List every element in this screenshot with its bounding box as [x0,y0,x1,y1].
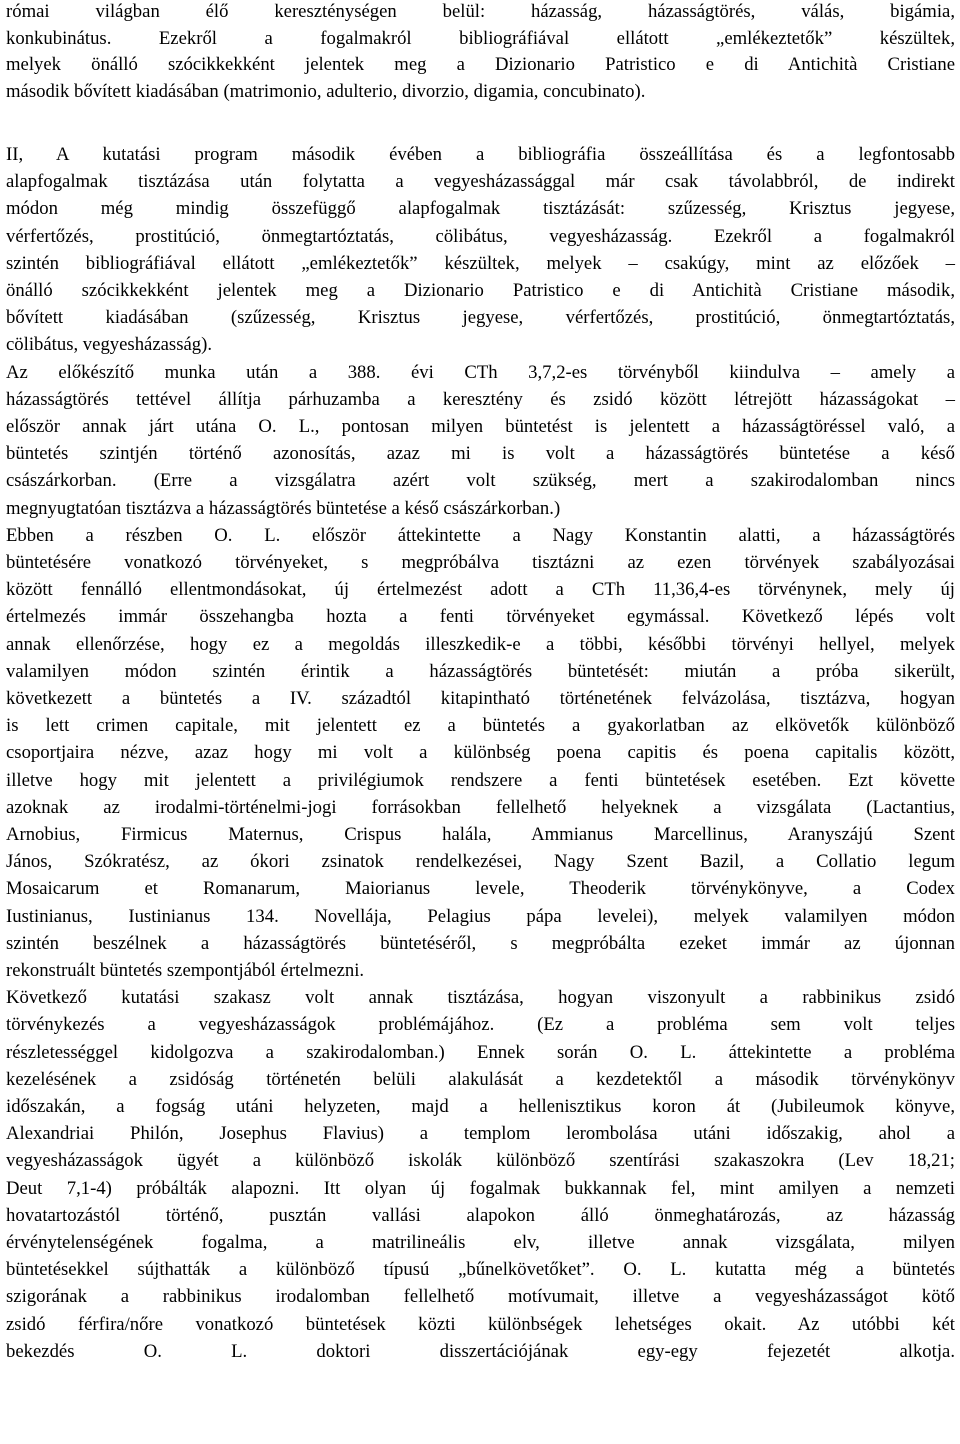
text-line: szigorának a rabbinikus irodalomban fellelhető motívumait, illetve a vegyesházasságot kötő [6,1286,955,1308]
text-line: kezelésének a zsidóság történetén belüli alakulását a kezdetektől a második törvénykönyv [6,1068,955,1090]
text-line [6,1367,955,1391]
text-line: módon még mindig összefüggő alapfogalmak tisztázását: szűzesség, Krisztus jegyese, [6,198,955,220]
text-line: császárkorban. (Erre a vizsgálatra azért volt szükség, mert a szakirodalomban nincs [6,470,955,492]
text-line: büntetésekkel sújthatták a különböző típusú „bűnelkövetőket”. O. L. kutatta még a büntetés [6,1259,955,1281]
text-line: bővített kiadásában (szűzesség, Krisztus jegyese, vérfertőzés, prostitúció, önmegtartóztatás, [6,307,955,329]
text-line: illetve hogy mit jelentett a privilégiumok rendszere a fenti büntetések esetében. Ezt követte [6,769,955,791]
text-line: zsidó férfira/nőre vonatkozó büntetések közti különbségek lehetséges okait. Az utóbbi két [6,1313,955,1335]
text-line: Iustinianus, Iustinianus 134. Novellája, Pelagius pápa levelei), melyek valamilyen módon [6,905,955,927]
text-line: között fennálló ellentmondásokat, új értelmezést adott a CTh 11,36,4-es törvénynek, mely új [6,579,955,601]
text-line: rekonstruált büntetés szempontjából értelmezni. [6,960,365,981]
text-line: vérfertőzés, prostitúció, önmegtartóztatás, cölibátus, vegyesházasság. Ezekről a fogalmakról [6,225,955,247]
text-line: büntetésére vonatkozó törvényeket, s megpróbálva tisztázni az ezen törvények szabályozásai [6,552,955,573]
text-line: alapfogalmak tisztázása után folytatta a vegyesházassággal már csak távolabbról, de indirekt [6,171,955,193]
text-line: római világban élő kereszténységen belül: házasság, házasságtörés, válás, bigámia, [6,1,955,22]
text-line: Következő kutatási szakasz volt annak tisztázása, hogyan viszonyult a rabbinikus zsidó [6,987,955,1009]
text-line: először annak járt utána O. L., pontosan milyen büntetést is jelentett a házasságtöréssel való, a [6,416,955,437]
text-line: részletességgel kidolgozva a szakirodalomban.) Ennek során O. L. áttekintette a probléma [6,1041,955,1063]
text-line: büntetés szintjén történő azonosítás, azaz mi is volt a házasságtörés büntetése a késő [6,443,955,465]
text-line: érvénytelenségének fogalma, a matrilineális elv, illetve annak vizsgálata, milyen [6,1232,955,1253]
text-line: szintén beszélnek a házasságtörés büntetéséről, s megpróbálta ezeket immár az újonnan [6,932,955,954]
text-line: cölibátus, vegyesházasság). [6,334,213,356]
text-line: Deut 7,1-4) próbálták alapozni. Itt olyan új fogalmak bukkannak fel, mint amilyen a nemzeti [6,1177,955,1199]
text-line: melyek önálló szócikkekként jelentek meg a Dizionario Patristico e di Antichità Cristiane [6,54,955,76]
text-line: második bővített kiadásában (matrimonio, adulterio, divorzio, digamia, concubinato). [6,81,646,103]
text-line: szintén bibliográfiával ellátott „emlékeztetők” készültek, melyek – csakúgy, mint az előzőek – [6,252,955,274]
text-line: megnyugtatóan tisztázva a házasságtörés büntetése a késő császárkorban.) [6,497,561,519]
text-line: is lett crimen capitale, mit jelentett ez a büntetés a gyakorlatban az elkövetők különböző [6,715,955,737]
text-line: következett a büntetés a IV. századtól kitapintható történetének felvázolása, tisztázva, hogyan [6,688,955,709]
text-line: időszakán, a fogság utáni helyzeten, majd a hellenisztikus koron át (Jubileumok könyve, [6,1096,955,1117]
text-line: azoknak az irodalmi-történelmi-jogi forrásokban fellelhető helyeknek a vizsgálata (Lactantius, [6,796,955,818]
text-line [6,1394,955,1418]
text-line: vegyesházasságok ügyét a különböző iskolák különböző szentírási szakaszokra (Lev 18,21; [6,1150,955,1172]
text-line: bekezdés O. L. doktori disszertációjának egy-egy fejezetét alkotja. [6,1340,955,1362]
text-line: törvénykezés a vegyesházasságok problémájához. (Ez a probléma sem volt teljes [6,1014,955,1036]
text-line: hovatartozástól történő, pusztán vallási alapokon álló önmeghatározás, az házasság [6,1204,955,1226]
text-line: Mosaicarum et Romanarum, Maiorianus levele, Theoderik törvénykönyve, a Codex [6,878,955,900]
text-line: Arnobius, Firmicus Maternus, Crispus halála, Ammianus Marcellinus, Aranyszájú Szent [6,824,955,845]
text-line: valamilyen módon szintén érintik a házasságtörés büntetését: miután a próba sikerült, [6,660,955,682]
text-line: Ebben a részben O. L. először áttekintette a Nagy Konstantin alatti, a házasságtörés [6,524,955,546]
text-line: önálló szócikkekként jelentek meg a Dizionario Patristico e di Antichità Cristiane második, [6,280,955,301]
text-line: Alexandriai Philón, Josephus Flavius) a templom lerombolása utáni időszakig, ahol a [6,1123,955,1145]
text-line: János, Szókratész, az ókori zsinatok rendelkezései, Nagy Szent Bazil, a Collatio legum [6,851,955,873]
text-line: annak ellenőrzése, hogy ez a megoldás illeszkedik-e a többi, későbbi törvényi hellyel, melyek [6,633,955,655]
text-line: II, A kutatási program második évében a bibliográfia összeállítása és a legfontosabb [6,144,955,165]
text-line: értelmezés immár összehangba hozta a fenti törvényeket egymással. Következő lépés volt [6,606,955,628]
text-line: konkubinátus. Ezekről a fogalmakról bibliográfiával ellátott „emlékeztetők” készültek, [6,27,955,49]
text-line: csoportjaira nézve, azaz hogy mi volt a különbség poena capitis és poena capitalis között, [6,742,955,764]
text-line: házasságtörés tettével állítja párhuzamba a keresztény és zsidó között létrejött házasságokat – [6,388,955,410]
text-line: Az előkészítő munka után a 388. évi CTh 3,7,2-es törvényből kiindulva – amely a [6,361,955,383]
